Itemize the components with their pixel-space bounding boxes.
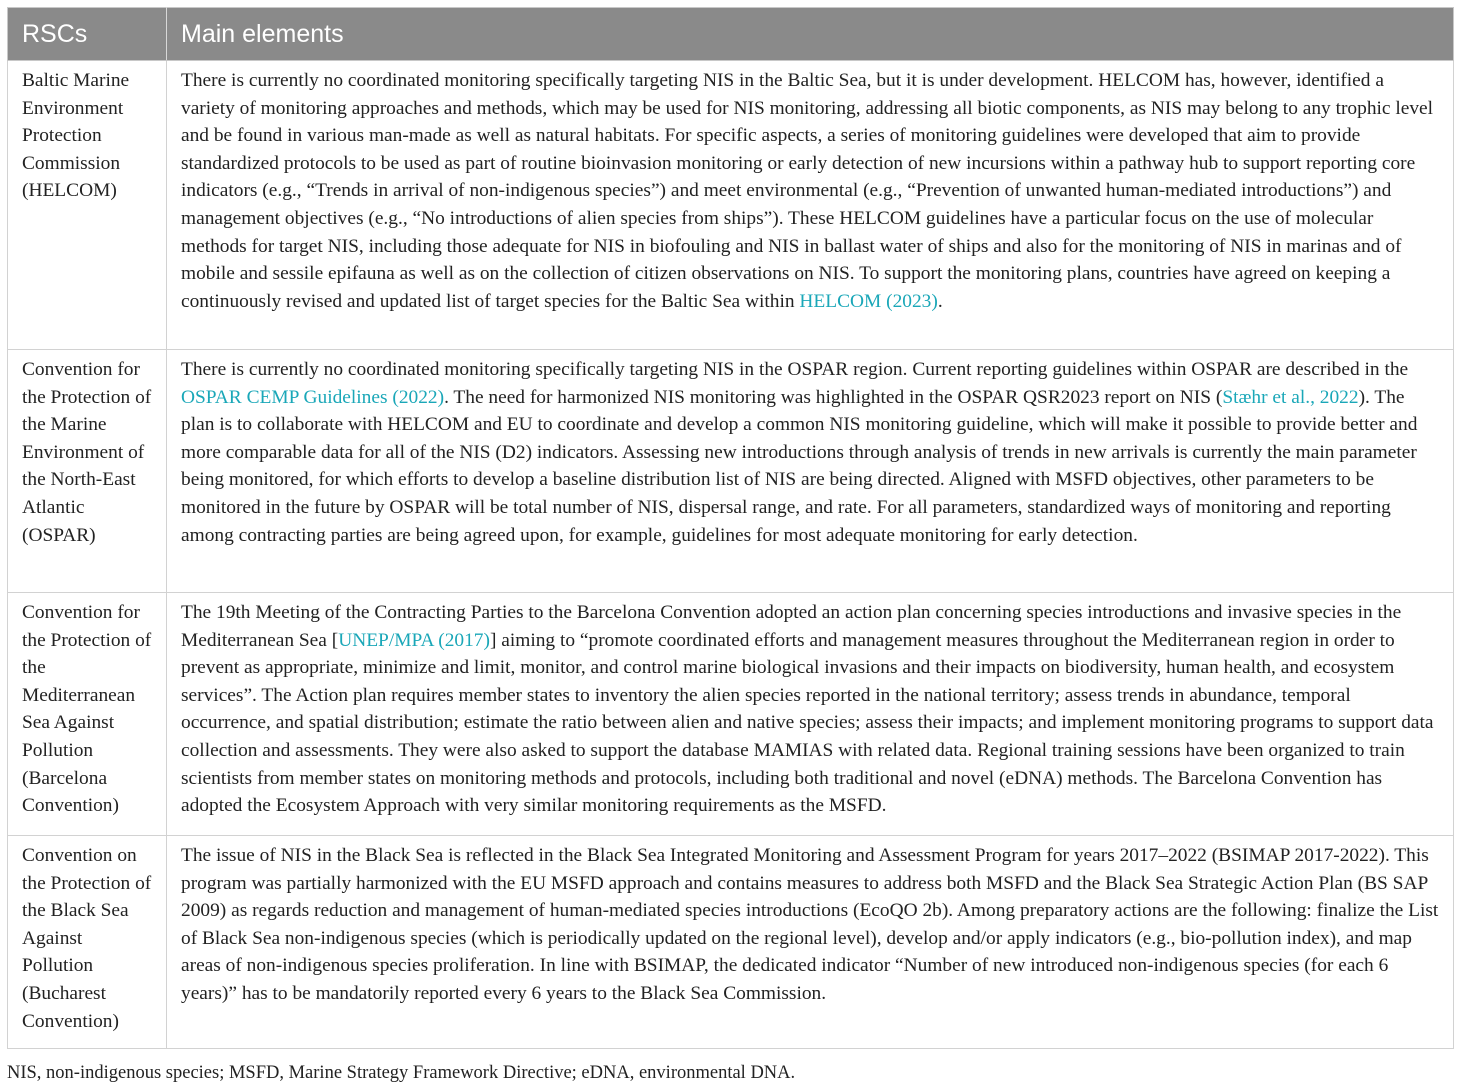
rsc-table	[7, 7, 1454, 1049]
body-text: . The need for harmonized NIS monitoring was highlighted in the OSPAR QSR2023 report on NIS (	[444, 386, 1223, 408]
body-text: ] aiming to “promote coordinated efforts and management measures throughout the Mediterranean region in order to prevent as appropriate, minimize and limit, monitor, and control marine biological invasions and their impacts on biodiversity, human health, and ecosystem services”. The Action plan requires member states to inventory the alien species reported in the national territory; assess trends in abundance, temporal occurrence, and spatial distribution; estimate the ratio between alien and native species; assess their impacts; and implement monitoring programs to support data collection and assessments. They were also asked to support the database MAMIAS with related data. Regional training sessions have been organized to train scientists from member states on monitoring methods and protocols, including both traditional and novel (eDNA) methods. The Barcelona Convention has adopted the Ecosystem Approach with very similar monitoring requirements as the MSFD.	[181, 629, 1434, 817]
rsc-name: Convention on the Protection of the Black Sea Against Pollution (Bucharest Convention)	[8, 836, 167, 1049]
main-elements-cell	[167, 593, 1454, 836]
table-row	[8, 61, 1454, 350]
main-elements-cell	[167, 350, 1454, 593]
citation-link[interactable]: OSPAR CEMP Guidelines (2022)	[181, 386, 445, 408]
table-row	[8, 350, 1454, 593]
main-elements-cell	[167, 61, 1454, 350]
header-main-elements: Main elements	[167, 8, 1454, 61]
citation-link[interactable]: HELCOM (2023)	[799, 290, 938, 312]
rsc-name: Baltic Marine Environment Protection Commission (HELCOM)	[8, 61, 167, 350]
header-row	[8, 8, 1454, 61]
table-row	[8, 836, 1454, 1049]
body-text: ). The plan is to collaborate with HELCOM and EU to coordinate and develop a common NIS monitoring guideline, which will make it possible to provide better and more comparable data for all of the NIS (D2) indicators. Assessing new introductions through analysis of trends in new arrivals is currently the main parameter being monitored, for which efforts to develop a baseline distribution list of NIS are being directed. Aligned with MSFD objectives, other parameters to be monitored in the future by OSPAR will be total number of NIS, dispersal range, and rate. For all parameters, standardized ways of monitoring and reporting among contracting parties are being agreed upon, for example, guidelines for most adequate monitoring for early detection.	[181, 386, 1418, 546]
rsc-name: Convention for the Protection of the Mediterranean Sea Against Pollution (Barcelona Convention)	[8, 593, 167, 836]
body-text: There is currently no coordinated monitoring specifically targeting NIS in the OSPAR region. Current reporting guidelines within OSPAR are described in the	[181, 359, 1409, 380]
main-elements-cell	[167, 836, 1454, 1049]
rsc-name: Convention for the Protection of the Marine Environment of the North-East Atlantic (OSPAR)	[8, 350, 167, 593]
body-text: There is currently no coordinated monitoring specifically targeting NIS in the Baltic Sea, but it is under development. HELCOM has, however, identified a variety of monitoring approaches and methods, which may be used for NIS monitoring, addressing all biotic components, as NIS may belong to any trophic level and be found in various man-made as well as natural habitats. For specific aspects, a series of monitoring guidelines were developed that aim to provide standardized protocols to be used as part of routine bioinvasion monitoring or early detection of new incursions within a pathway hub to support reporting core indicators (e.g., “Trends in arrival of non-indigenous species”) and meet environmental (e.g., “Prevention of unwanted human-mediated introductions”) and management objectives (e.g., “No introductions of alien species from ships”). These HELCOM guidelines have a particular focus on the use of molecular methods for target NIS, including those adequate for NIS in biofouling and NIS in ballast water of ships and also for the monitoring of NIS in marinas and of mobile and sessile epifauna as well as on the collection of citizen observations on NIS. To support the monitoring plans, countries have agreed on keeping a continuously revised and updated list of target species for the Baltic Sea within	[181, 70, 1434, 312]
citation-link[interactable]: UNEP/MPA (2017)	[338, 629, 490, 651]
citation-link[interactable]: Stæhr et al., 2022	[1222, 386, 1359, 408]
header-rscs: RSCs	[8, 8, 167, 61]
body-text: The 19th Meeting of the Contracting Parties to the Barcelona Convention adopted an action plan concerning species introductions and invasive species in the Mediterranean Sea [	[181, 602, 1402, 651]
table-footnote: NIS, non-indigenous species; MSFD, Marine Strategy Framework Directive; eDNA, environmental DNA.	[7, 1063, 796, 1083]
table-row	[8, 593, 1454, 836]
body-text: The issue of NIS in the Black Sea is reflected in the Black Sea Integrated Monitoring and Assessment Program for years 2017–2022 (BSIMAP 2017-2022). This program was partially harmonized with the EU MSFD approach and contains measures to address both MSFD and the Black Sea Strategic Action Plan (BS SAP 2009) as regards reduction and management of human-mediated species introductions (EcoQO 2b). Among preparatory actions are the following: finalize the List of Black Sea non-indigenous species (which is periodically updated on the regional level), develop and/or apply indicators (e.g., bio-pollution index), and map areas of non-indigenous species proliferation. In line with BSIMAP, the dedicated indicator “Number of new introduced non-indigenous species (for each 6 years)” has to be mandatorily reported every 6 years to the Black Sea Commission.	[181, 845, 1439, 1004]
rsc-table-container	[7, 7, 1453, 1049]
body-text: .	[937, 290, 943, 312]
